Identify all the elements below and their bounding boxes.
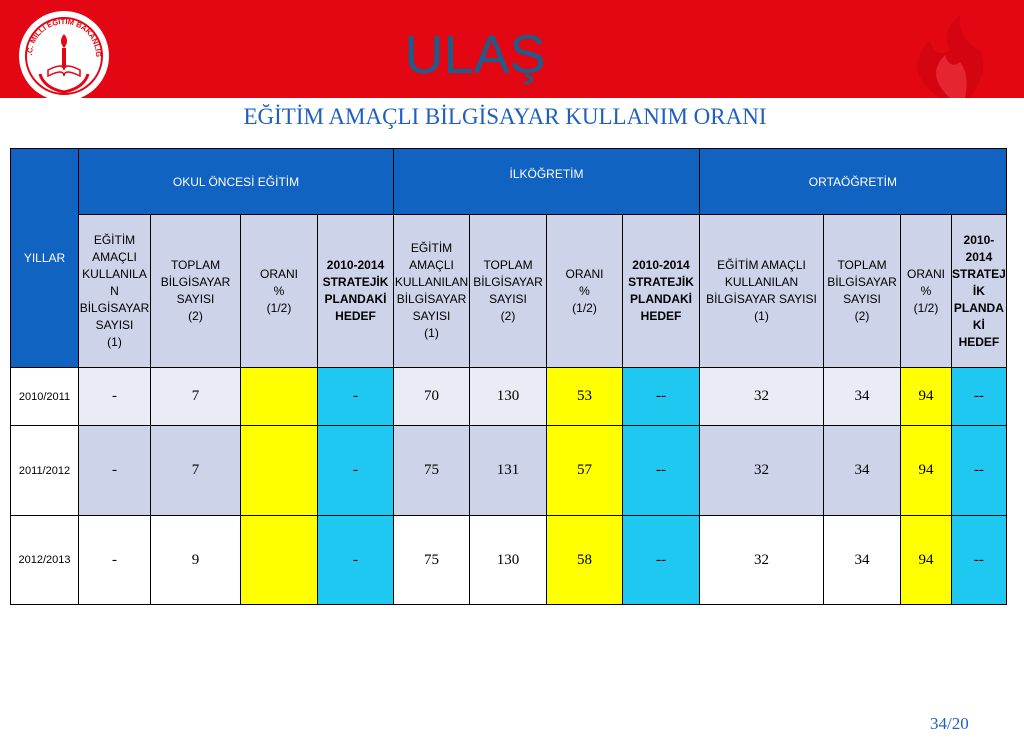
table-cell: -- — [952, 516, 1007, 605]
table-cell: - — [79, 426, 151, 516]
table-cell: 32 — [700, 516, 824, 605]
table-cell: 94 — [901, 516, 952, 605]
table-cell: 131 — [470, 426, 547, 516]
table-cell: - — [79, 368, 151, 426]
table-cell: 7 — [151, 368, 241, 426]
table-row — [11, 368, 1007, 426]
okul-c4-header: 2010-2014 STRATEJİK PLANDAKİ HEDEF — [318, 215, 394, 368]
table-row — [11, 426, 1007, 516]
table-cell: 34 — [824, 426, 901, 516]
table-cell: -- — [623, 368, 700, 426]
year-cell: 2011/2012 — [11, 426, 79, 516]
orta-c2-header: TOPLAM BİLGİSAYAR SAYISI (2) — [824, 215, 901, 368]
table-cell: 94 — [901, 368, 952, 426]
table-cell: - — [318, 368, 394, 426]
table-cell: 70 — [394, 368, 470, 426]
table-cell: 75 — [394, 516, 470, 605]
table-cell: 53 — [547, 368, 623, 426]
table-cell: 130 — [470, 368, 547, 426]
years-header: YILLAR — [11, 149, 79, 368]
ilk-c4-header: 2010-2014 STRATEJİK PLANDAKİ HEDEF — [623, 215, 700, 368]
okul-c3-header: ORANI % (1/2) — [241, 215, 318, 368]
table-cell — [241, 516, 318, 605]
group-ortaogretim: ORTAÖĞRETİM — [700, 149, 1007, 215]
table-cell: 7 — [151, 426, 241, 516]
table-cell: 32 — [700, 368, 824, 426]
table-cell: 58 — [547, 516, 623, 605]
table-row — [11, 516, 1007, 605]
flame-icon — [880, 10, 1020, 100]
year-cell: 2012/2013 — [11, 516, 79, 605]
table-cell: -- — [623, 516, 700, 605]
ilk-c1-header: EĞİTİM AMAÇLI KULLANILAN BİLGİSAYAR SAYISI (1) — [394, 215, 470, 368]
table-cell: - — [318, 426, 394, 516]
okul-c2-header: TOPLAM BİLGİSAYAR SAYISI (2) — [151, 215, 241, 368]
orta-c4-header: 2010- 2014 STRATEJ İK PLANDA Kİ HEDEF — [952, 215, 1007, 368]
table-cell: 32 — [700, 426, 824, 516]
table-cell: 75 — [394, 426, 470, 516]
slide-subtitle: EĞİTİM AMAÇLI BİLGİSAYAR KULLANIM ORANI — [243, 104, 767, 129]
table-cell: - — [79, 516, 151, 605]
okul-c1-header: EĞİTİM AMAÇLI KULLANILA N BİLGİSAYAR SAYISI (1) — [79, 215, 151, 368]
table-cell: 130 — [470, 516, 547, 605]
table-cell: -- — [623, 426, 700, 516]
year-cell: 2010/2011 — [11, 368, 79, 426]
orta-c3-header: ORANI % (1/2) — [901, 215, 952, 368]
ilk-c3-header: ORANI % (1/2) — [547, 215, 623, 368]
table-cell: 94 — [901, 426, 952, 516]
svg-text:T.C. MİLLİ EĞİTİM BAKANLIĞI: .C. MİLLİ EĞİTİM BAKANLIĞ — [24, 16, 104, 58]
table-cell: 34 — [824, 516, 901, 605]
table-cell: 34 — [824, 368, 901, 426]
orta-c1-header: EĞİTİM AMAÇLI KULLANILAN BİLGİSAYAR SAYISI (1) — [700, 215, 824, 368]
table-cell: -- — [952, 426, 1007, 516]
table-cell — [241, 368, 318, 426]
table-cell: - — [318, 516, 394, 605]
table-cell — [241, 426, 318, 516]
ilk-c2-header: TOPLAM BİLGİSAYAR SAYISI (2) — [470, 215, 547, 368]
table-cell: -- — [952, 368, 1007, 426]
table-cell: 9 — [151, 516, 241, 605]
page-number: 34/20 — [930, 714, 969, 733]
group-okul-oncesi: OKUL ÖNCESİ EĞİTİM — [79, 149, 394, 215]
slide-title: ULAŞ — [404, 25, 546, 85]
usage-table — [10, 148, 1007, 605]
table-cell: 57 — [547, 426, 623, 516]
group-ilkogretim: İLKÖĞRETİM — [394, 149, 700, 215]
